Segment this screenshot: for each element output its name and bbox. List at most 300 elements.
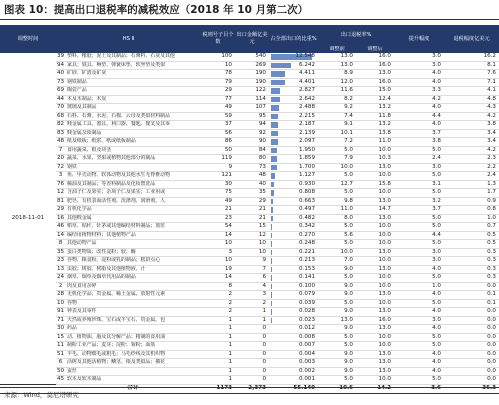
rate-increase: 4.0 (394, 359, 444, 368)
rate-after: 10.0 (356, 376, 394, 385)
header-rate-group: 出口退税率% (318, 25, 394, 46)
export-amount: 92 (235, 129, 269, 138)
share-value: 6.242 (298, 61, 315, 68)
rate-before: 9.1 (318, 121, 356, 130)
export-amount: 48 (235, 172, 269, 181)
sub-item-count: 10 (201, 61, 235, 70)
hs-code: 91 (56, 308, 65, 314)
sub-item-count: 10 (201, 257, 235, 266)
share-value: 0.023 (298, 316, 315, 323)
hs-name: 钟表及其零件 (65, 308, 201, 317)
share-value: 2.488 (298, 104, 315, 110)
tax-cut: 0.0 (444, 367, 499, 376)
share-value: 12.548 (295, 53, 315, 59)
tax-cut: 4.3 (444, 104, 499, 113)
table-row (0, 367, 499, 376)
export-amount: 0 (235, 359, 269, 368)
sub-item-count: 1 (201, 367, 235, 376)
rate-increase: 4.0 (394, 308, 444, 317)
share-value: 0.213 (298, 257, 315, 263)
sub-item-count: 119 (201, 155, 235, 164)
rate-increase: 4.0 (394, 121, 444, 130)
rate-before: 9.0 (318, 367, 356, 376)
share-value: 0.012 (298, 325, 315, 331)
rate-increase: 3.0 (394, 248, 444, 257)
title-rule (0, 19, 499, 20)
hs-name: 稻草、秸秆、针茅或其他编结材料制品；篮筐 (65, 223, 201, 232)
rate-after: 10.3 (356, 155, 394, 164)
export-amount: 29 (235, 197, 269, 206)
sub-item-count: 19 (201, 265, 235, 274)
hs-name: 动、植物油、脂及其分解产品；精制的食用油 (65, 333, 201, 342)
hs-name: 其他动物产品 (65, 240, 201, 249)
share-cell (269, 104, 318, 113)
share-cell (269, 61, 318, 70)
table-row (0, 316, 499, 325)
share-bar (271, 216, 273, 222)
tax-cut: 1.0 (444, 214, 499, 223)
hs-name: 钢铁 (65, 163, 201, 172)
share-bar (271, 71, 285, 77)
share-value: 0.808 (298, 189, 315, 195)
share-cell (269, 197, 318, 206)
share-value: 4.401 (298, 78, 315, 85)
export-amount: 15 (235, 223, 269, 232)
table-row (0, 291, 499, 300)
sub-item-count: 29 (201, 87, 235, 96)
sub-item-count: 49 (201, 104, 235, 113)
share-cell (269, 112, 318, 121)
sub-item-count: 1 (201, 325, 235, 334)
tax-cut: 0.0 (444, 359, 499, 368)
header-rate-after: 调整后 (356, 46, 394, 53)
table-row (0, 248, 499, 257)
hs-code: 8 (56, 240, 65, 249)
hs-name: 活树及其他活植物；鳞茎、根及类似品；插花 (65, 359, 201, 368)
rate-after: 10.0 (356, 240, 394, 249)
rate-before: 9.0 (318, 265, 356, 274)
rate-before: 9.0 (318, 350, 356, 359)
share-bar (271, 165, 277, 171)
share-value: 2.187 (298, 121, 315, 127)
sub-item-count: 59 (201, 112, 235, 121)
tax-cut: 0.3 (444, 274, 499, 283)
sub-item-count: 1 (201, 342, 235, 351)
share-cell (269, 282, 318, 291)
share-bar (271, 97, 280, 103)
tax-cut: 0.3 (444, 257, 499, 266)
hs-name: 木及木制品；木炭 (65, 95, 201, 104)
share-value: 0.008 (298, 333, 315, 340)
sub-item-count: 75 (201, 189, 235, 198)
hs-code: 29 (56, 206, 65, 212)
table-row (0, 61, 499, 70)
export-amount: 9 (235, 257, 269, 266)
share-cell (269, 87, 318, 96)
export-amount: 94 (235, 121, 269, 130)
export-amount: 0 (235, 367, 269, 376)
share-value: 4.411 (298, 70, 315, 76)
tax-cut: 8.1 (444, 61, 499, 70)
rate-after: 10.0 (356, 257, 394, 266)
share-value: 0.270 (298, 231, 315, 238)
share-value: 0.342 (298, 223, 315, 229)
hs-code: 30 (56, 325, 65, 331)
hs-name: 药品 (65, 325, 201, 334)
share-value: 0.482 (298, 214, 315, 221)
total-increase (394, 384, 444, 393)
sub-item-count: 54 (201, 223, 235, 232)
hs-name: 肥皂、有机表面活性剂、洗涤剂、润滑剂、人 (65, 197, 201, 206)
sub-item-count: 121 (201, 172, 235, 181)
rate-before: 5.0 (318, 240, 356, 249)
export-amount: 7 (235, 265, 269, 274)
hs-code: 70 (56, 104, 65, 110)
rate-before: 12.0 (318, 78, 356, 87)
share-bar (271, 63, 291, 69)
share-bar (271, 190, 274, 196)
share-value: 0.007 (298, 342, 315, 348)
hs-name: 矿砂、矿渣及矿灰 (65, 70, 201, 79)
export-amount: 35 (235, 189, 269, 198)
share-bar (271, 131, 278, 137)
rate-after: 13.0 (356, 248, 394, 257)
hs-code: 46 (56, 223, 65, 229)
hs-name: 鱼、甲壳动物、软体动物及其他水生无脊椎动物 (65, 172, 201, 181)
rate-after: 16.0 (356, 78, 394, 87)
share-cell (269, 223, 318, 232)
rate-after: 13.0 (356, 291, 394, 300)
rate-before: 5.0 (318, 342, 356, 351)
share-cell (269, 274, 318, 283)
rate-before: 13.0 (318, 316, 356, 325)
share-bar (271, 267, 272, 273)
hs-code: 12 (56, 189, 65, 195)
table-row (0, 342, 499, 351)
hs-name: 制粉工业产品；麦芽；淀粉；菊粉；面筋 (65, 342, 201, 351)
rate-before: 5.0 (318, 376, 356, 385)
rate-increase: 5.0 (394, 376, 444, 385)
hs-code: 48 (56, 138, 65, 144)
tax-cut: 7.1 (444, 78, 499, 87)
rate-after: 11.0 (356, 138, 394, 147)
rate-increase: 4.0 (394, 367, 444, 376)
table-row (0, 104, 499, 113)
rate-increase: 2.4 (394, 155, 444, 164)
share-value: 0.039 (298, 299, 315, 306)
share-cell (269, 121, 318, 130)
hs-name: 谷物、粮食粉、淀粉或乳的制品；糕饼点心 (65, 257, 201, 266)
hs-code: 28 (56, 291, 65, 297)
rate-before: 5.0 (318, 172, 356, 181)
share-cell (269, 163, 318, 172)
sub-item-count: 56 (201, 129, 235, 138)
table-row (0, 87, 499, 96)
hs-code: 73 (56, 78, 65, 85)
export-amount: 107 (235, 104, 269, 113)
hs-name: 陶瓷产品 (65, 87, 201, 96)
share-cell (269, 206, 318, 215)
hs-name: 家具；寝具、褥垫、弹簧床垫、软坐垫及类似 (65, 61, 201, 70)
table-row (0, 121, 499, 130)
rate-before: 9.2 (318, 104, 356, 113)
share-bar (271, 207, 273, 213)
tax-cut: 0.8 (444, 206, 499, 215)
rate-after: 13.0 (356, 325, 394, 334)
hs-name: 羊毛、动物细毛或粗毛；马毛纱线及其机织物 (65, 350, 201, 359)
bottom-rule (0, 387, 499, 388)
tax-cut: 4.8 (444, 95, 499, 104)
export-amount: 114 (235, 95, 269, 104)
export-amount: 1 (235, 308, 269, 317)
figure-title: 图表 10：提高出口退税率的减税效应（2018 年 10 月第二次） (4, 4, 309, 16)
sub-item-count: 9 (201, 163, 235, 172)
share-cell (269, 299, 318, 308)
hs-name: 无机化学品；贵金属、稀土金属、放射性元素 (65, 291, 201, 300)
export-amount: 84 (235, 146, 269, 155)
rate-after: 13.0 (356, 163, 394, 172)
rate-increase: 3.7 (394, 206, 444, 215)
rate-before: 7.4 (318, 112, 356, 121)
rate-after: 10.0 (356, 223, 394, 232)
hs-code: 16 (56, 214, 65, 221)
export-amount: 122 (235, 87, 269, 96)
share-value: 0.248 (298, 240, 315, 246)
sub-item-count: 10 (201, 240, 235, 249)
share-value: 2.827 (298, 87, 315, 93)
share-bar (271, 148, 277, 154)
share-cell (269, 240, 318, 249)
tax-cut: 0.5 (444, 240, 499, 249)
rate-increase: 4.4 (394, 231, 444, 240)
share-cell (269, 180, 318, 189)
export-amount: 190 (235, 70, 269, 79)
share-cell (269, 359, 318, 368)
rate-before: 8.9 (318, 70, 356, 79)
rate-increase: 5.0 (394, 214, 444, 223)
tax-cut: 4.2 (444, 146, 499, 155)
share-cell (269, 316, 318, 325)
table-row (0, 172, 499, 181)
rate-increase: 1.0 (394, 282, 444, 291)
rate-increase: 5.0 (394, 299, 444, 308)
share-cell (269, 231, 318, 240)
tax-cut: 0.0 (444, 325, 499, 334)
export-amount: 0 (235, 325, 269, 334)
tax-cut: 0.3 (444, 265, 499, 274)
share-bar (271, 250, 272, 256)
rate-after: 13.0 (356, 367, 394, 376)
rate-before: 9.0 (318, 325, 356, 334)
hs-code: 10 (56, 299, 65, 306)
sub-item-count: 77 (201, 95, 235, 104)
share-cell (269, 367, 318, 376)
table-row (0, 350, 499, 359)
tax-cut: 0.9 (444, 197, 499, 206)
rate-before: 5.0 (318, 146, 356, 155)
rate-after: 11.8 (356, 112, 394, 121)
hs-name: 贱金属杂项制品 (65, 129, 201, 138)
total-share (269, 384, 318, 393)
share-cell (269, 129, 318, 138)
share-bar (271, 224, 272, 230)
sub-item-count: 50 (201, 146, 235, 155)
hs-code: 7 (56, 146, 65, 155)
hs-name: 稀油及其制品；等香料制品及化妆盥洗品 (65, 180, 201, 189)
table-body (0, 53, 499, 393)
hs-name: 石料、石膏、水泥、石棉、云母及类似材料制品 (65, 112, 201, 121)
rate-increase: 4.0 (394, 291, 444, 300)
rate-before: 5.0 (318, 333, 356, 342)
tax-cut: 3.4 (444, 138, 499, 147)
rate-before: 9.0 (318, 291, 356, 300)
rate-increase: 4.2 (394, 95, 444, 104)
table-row (0, 78, 499, 87)
hs-name: 有机化学品 (65, 206, 201, 215)
rate-after: 13.0 (356, 214, 394, 223)
sub-item-count: 30 (201, 180, 235, 189)
hs-code: 51 (56, 350, 65, 357)
share-bar (271, 173, 275, 179)
share-cell (269, 265, 318, 274)
rate-before: 7.9 (318, 155, 356, 164)
rate-after: 13.0 (356, 265, 394, 274)
rate-before: 5.0 (318, 274, 356, 283)
rate-increase: 4.0 (394, 104, 444, 113)
rate-increase: 3.7 (394, 129, 444, 138)
rate-before: 13.0 (318, 61, 356, 70)
share-value: 2.642 (298, 95, 315, 102)
tax-cut: 3.8 (444, 121, 499, 130)
share-bar (271, 139, 278, 145)
hs-name: 编结用植物材料；其他植物产品 (65, 231, 201, 240)
share-cell (269, 95, 318, 104)
export-amount: 6 (235, 274, 269, 283)
rate-before: 7.0 (318, 257, 356, 266)
tax-cut: 1.3 (444, 180, 499, 189)
hs-name: 谷物 (65, 299, 201, 308)
share-cell (269, 333, 318, 342)
export-amount: 2 (235, 299, 269, 308)
rate-before: 9.0 (318, 359, 356, 368)
share-bar (271, 241, 272, 247)
rate-increase: 5.0 (394, 172, 444, 181)
table-row (0, 180, 499, 189)
table-row (0, 240, 499, 249)
hs-code: 50 (56, 367, 65, 374)
rate-increase: 3.0 (394, 53, 444, 61)
share-value: 0.141 (298, 274, 315, 280)
rate-after: 14.7 (356, 206, 394, 215)
rate-after: 10.0 (356, 299, 394, 308)
share-bar (271, 122, 278, 128)
share-cell (269, 214, 318, 223)
share-value: 1.127 (298, 172, 315, 178)
export-amount: 10 (235, 240, 269, 249)
tax-cut: 7.6 (444, 70, 499, 79)
rate-after: 13.0 (356, 197, 394, 206)
hs-code: 6 (56, 359, 65, 368)
tax-cut: 2.3 (444, 155, 499, 164)
sub-item-count: 1 (201, 316, 235, 325)
export-amount: 95 (235, 112, 269, 121)
share-cell (269, 189, 318, 198)
total-cut (444, 384, 499, 393)
share-cell (269, 70, 318, 79)
rate-increase: 4.0 (394, 350, 444, 359)
tax-cut: 16.2 (444, 53, 499, 61)
table-row (0, 265, 499, 274)
hs-name: 软木及软木制品 (65, 376, 201, 385)
export-amount: 190 (235, 78, 269, 87)
tax-cut: 3.4 (444, 129, 499, 138)
rate-after: 13.2 (356, 121, 394, 130)
share-value: 2.097 (298, 138, 315, 144)
hs-code: 35 (56, 248, 65, 255)
share-value: 0.221 (298, 248, 315, 255)
hs-code: 3 (56, 172, 65, 181)
table-row (0, 274, 499, 283)
rate-before: 11.0 (318, 206, 356, 215)
rate-after: 13.2 (356, 104, 394, 113)
rate-after: 16.0 (356, 316, 394, 325)
header-date: 调整时间 (0, 25, 56, 53)
hs-code: 39 (56, 53, 65, 59)
rate-after: 10.0 (356, 189, 394, 198)
export-amount: 3 (235, 291, 269, 300)
sub-item-count: 1 (201, 333, 235, 342)
hs-code: 45 (56, 376, 65, 382)
share-value: 0.497 (298, 206, 315, 212)
header-rate-before: 调整前 (318, 46, 356, 53)
hs-code: 72 (56, 163, 65, 170)
table-row (0, 53, 499, 61)
table-row (0, 112, 499, 121)
hs-name: 玻璃及其制品 (65, 104, 201, 113)
tax-cut: 0.0 (444, 333, 499, 342)
sub-item-count: 100 (201, 53, 235, 61)
export-amount: 90 (235, 138, 269, 147)
export-amount: 21 (235, 206, 269, 215)
share-cell (269, 53, 318, 61)
hs-name: 塑料、橡胶；泥土及其制品；石膏料、石灰及其他 (65, 53, 201, 61)
rate-increase: 3.0 (394, 257, 444, 266)
tax-cut: 2.4 (444, 172, 499, 181)
share-cell (269, 155, 318, 164)
sub-item-count: 37 (201, 121, 235, 130)
rate-before: 12.7 (318, 180, 356, 189)
share-value: 0.153 (298, 265, 315, 272)
hs-name: 含油子仁及果实；杂项子仁及果实；工业用或 (65, 189, 201, 198)
rate-increase: 3.8 (394, 138, 444, 147)
share-bar (271, 182, 274, 188)
sub-item-count: 2 (201, 308, 235, 317)
rate-before: 7.2 (318, 138, 356, 147)
export-amount: 10 (235, 248, 269, 257)
rate-after: 10.0 (356, 172, 394, 181)
rate-increase: 4.0 (394, 325, 444, 334)
share-cell (269, 342, 318, 351)
hs-name: 纸及纸板；纸浆、纸或纸板制品 (65, 138, 201, 147)
table-row (0, 155, 499, 164)
share-cell (269, 78, 318, 87)
sub-item-count: 14 (201, 274, 235, 283)
rate-increase: 4.0 (394, 70, 444, 79)
rate-before: 8.0 (318, 214, 356, 223)
rate-before: 10.0 (318, 248, 356, 257)
share-cell (269, 291, 318, 300)
rate-after: 15.0 (356, 87, 394, 96)
